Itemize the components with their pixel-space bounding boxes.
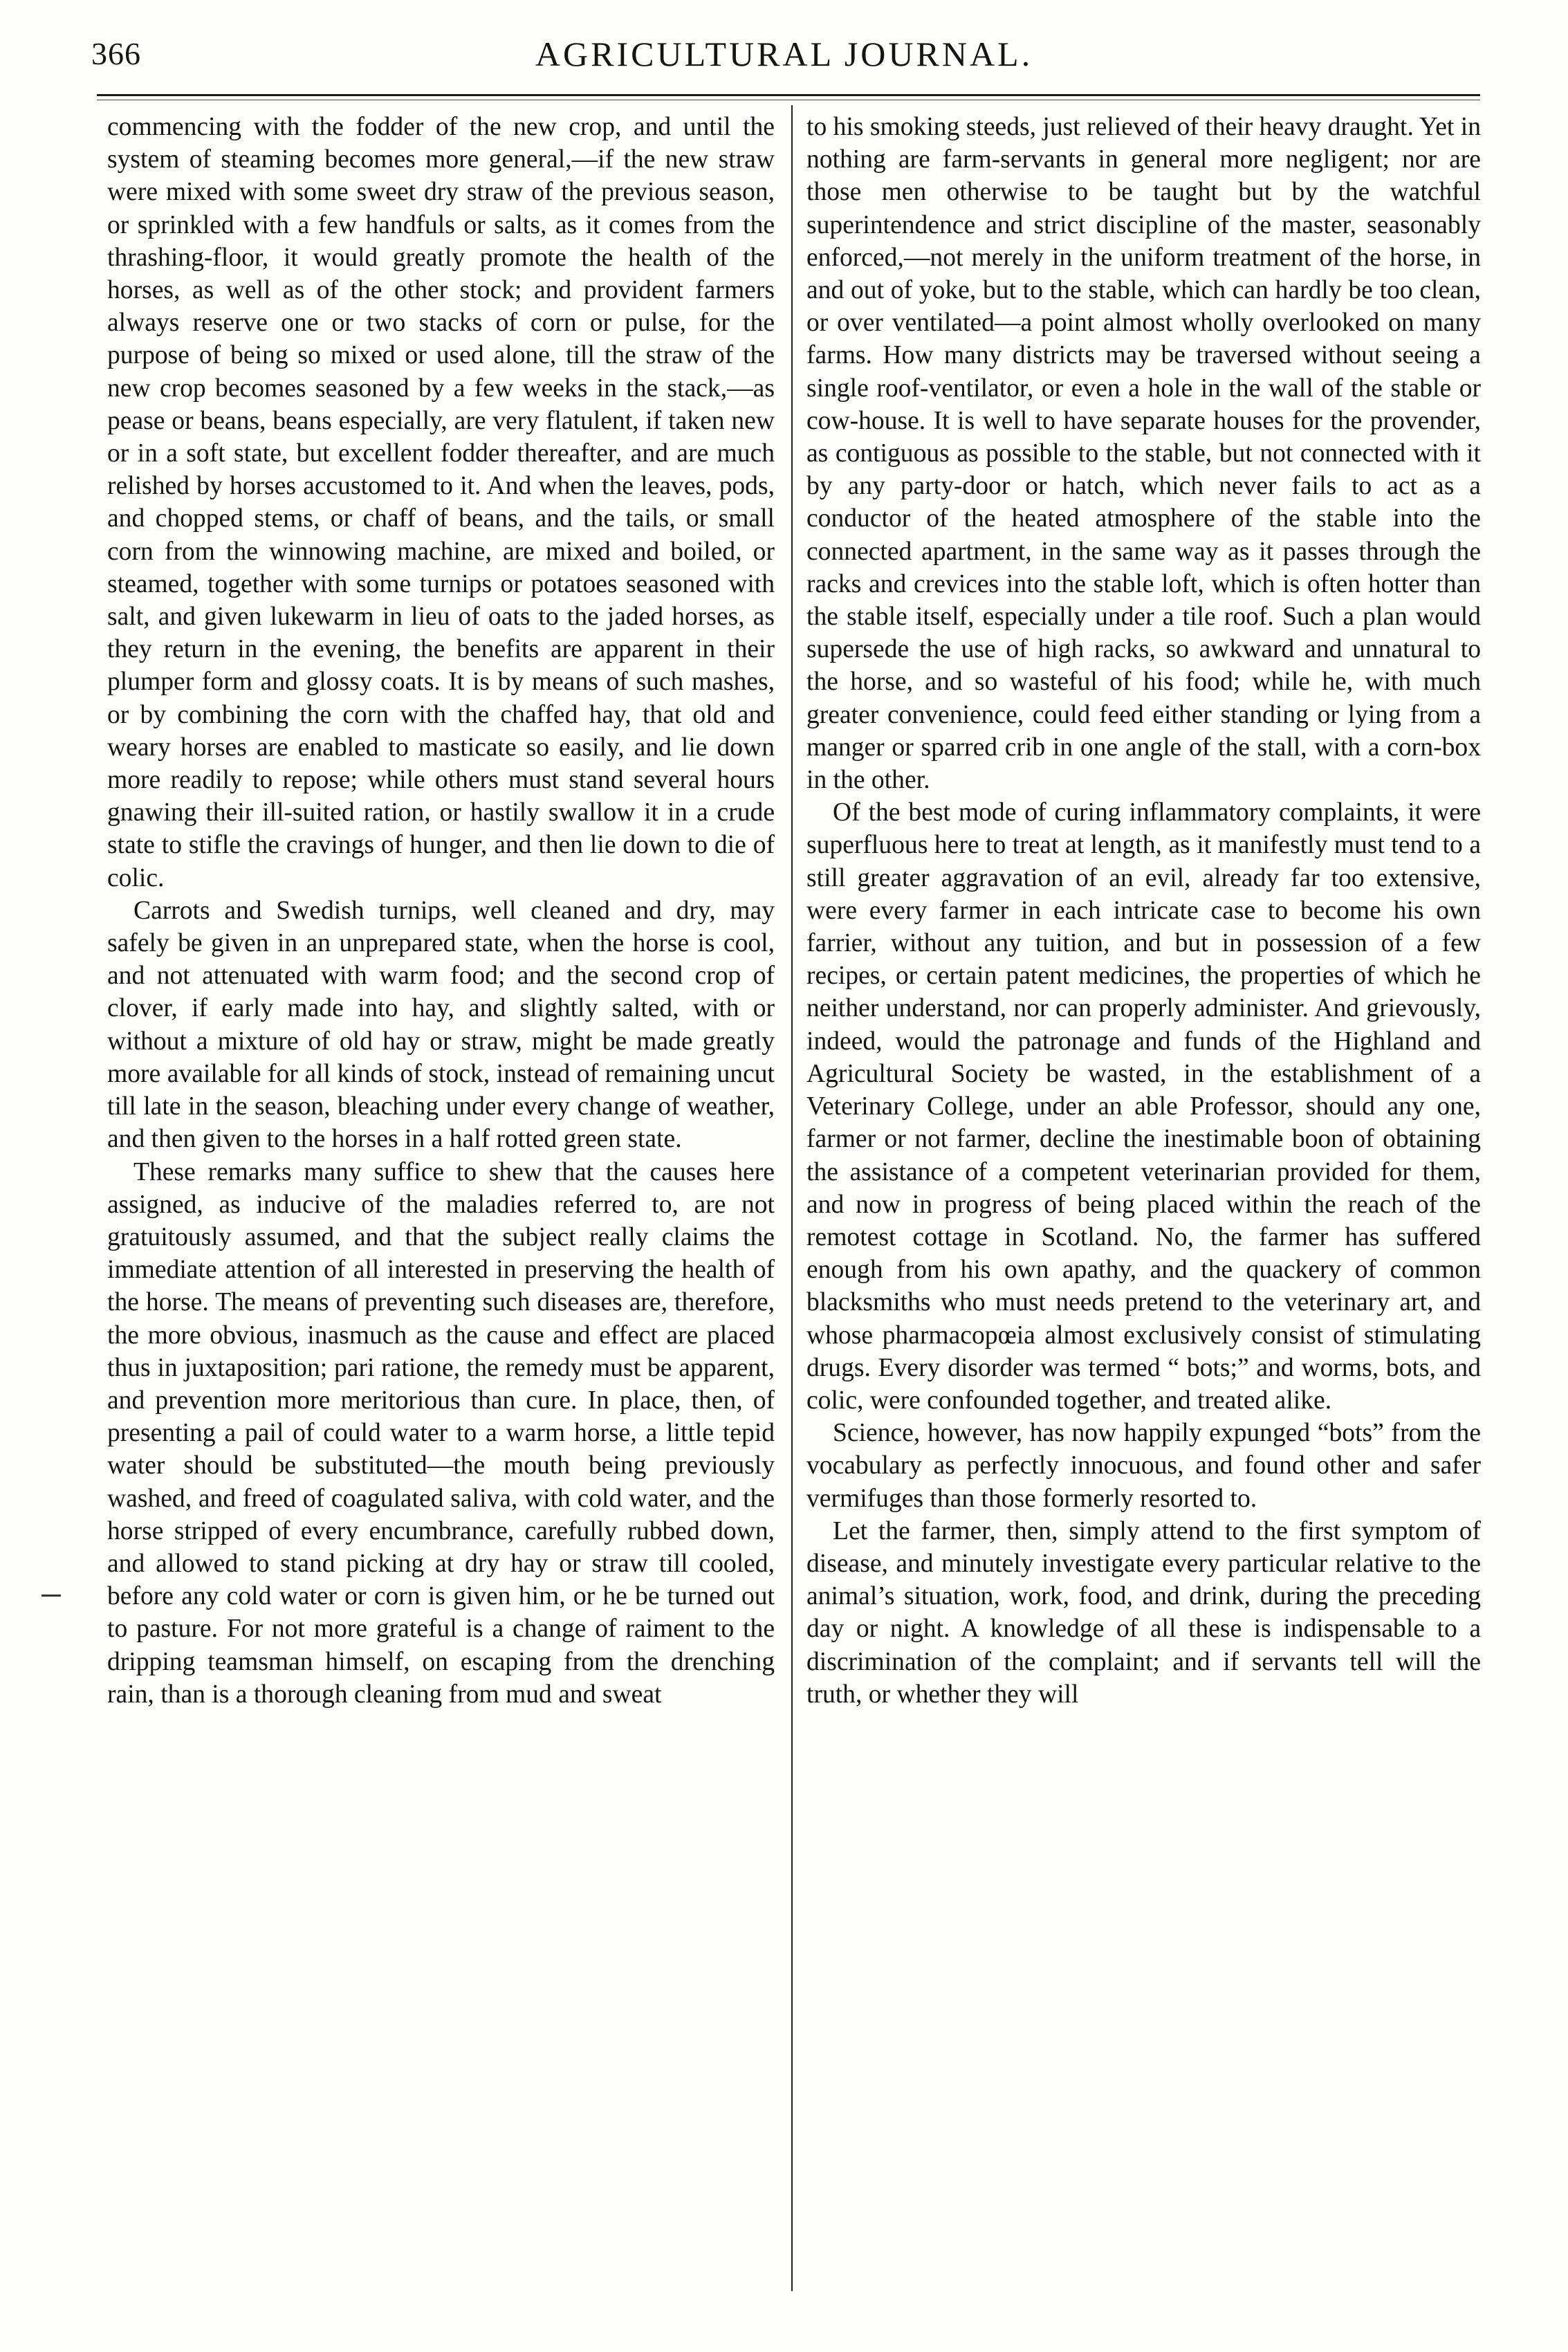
right-column — [806, 111, 1481, 2310]
paragraph: These remarks many suffice to shew that the causes here assigned, as inducive of the maladies referred to, are not gratuitously assumed, and that the subject really claims the immediate attention of all interested in preserving the health of the horse. The means of preventing such diseases are, therefore, the more obvious, inasmuch as the cause and effect are placed thus in juxtaposition; pari ratione, the remedy must be apparent, and prevention more meritorious than cure. In place, then, of presenting a pail of could water to a warm horse, a little tepid water should be substituted—the mouth being previously washed, and freed of coagulated saliva, with cold water, and the horse stripped of every encumbrance, carefully rubbed down, and allowed to stand picking at dry hay or straw till cooled, before any cold water or corn is given him, or he be turned out to pasture. For not more grateful is a change of raiment to the dripping teamsman himself, on escaping from the drenching rain, than is a thorough cleaning from mud and sweat — [107, 1157, 775, 1709]
header-rule — [97, 94, 1480, 96]
margin-mark — [41, 1595, 61, 1597]
left-column — [107, 111, 775, 2310]
paragraph: Carrots and Swedish turnips, well cleaned and dry, may safely be given in an unprepared state, when the horse is cool, and not attenuated with warm food; and the second crop of clover, if early made into hay, and slightly salted, with or without a mixture of old hay or straw, might be made greatly more available for all kinds of stock, instead of remaining uncut till late in the season, bleaching under every change of weather, and then given to the horses in a half rotted green state. — [107, 896, 775, 1154]
paragraph: Let the farmer, then, simply attend to the first symptom of disease, and minutely investigate every particular relative to the animal’s situation, work, food, and drink, during the preceding day or night. A knowledge of all these is indispensable to a discrimination of the complaint; and if servants tell will the truth, or whether they will — [806, 1516, 1481, 1709]
running-title: AGRICULTURAL JOURNAL. — [535, 35, 1033, 73]
column-divider — [791, 105, 793, 2291]
paragraph: commencing with the fodder of the new crop, and until the system of steaming becomes more general,—if the new straw were mixed with some sweet dry straw of the previous season, or sprinkled with a few handfuls or salts, as it comes from the thrashing-floor, it would greatly promote the health of the horses, as well as of the other stock; and provident farmers always reserve one or two stacks of corn or pulse, for the purpose of being so mixed or used alone, till the straw of the new crop becomes seasoned by a few weeks in the stack,—as pease or beans, beans especially, are very flatulent, if taken new or in a soft state, but excellent fodder thereafter, and are much relished by horses accustomed to it. And when the leaves, pods, and chopped stems, or chaff of beans, and the tails, or small corn from the winnowing machine, are mixed and boiled, or steamed, together with some turnips or potatoes seasoned with salt, and given lukewarm in lieu of oats to the jaded horses, as they return in the evening, the benefits are apparent in their plumper form and glossy coats. It is by means of such mashes, or by combining the corn with the chaffed hay, that old and weary horses are enabled to masticate so easily, and lie down more readily to repose; while others must stand several hours gnawing their ill-suited ration, or hastily swallow it in a crude state to stifle the cravings of hunger, and then lie down to die of colic. — [107, 113, 775, 892]
paragraph: to his smoking steeds, just relieved of their heavy draught. Yet in nothing are farm-servants in general more negligent; nor are those men otherwise to be taught but by the watchful superintendence and strict discipline of the master, seasonably enforced,—not merely in the uniform treatment of the horse, in and out of yoke, but to the stable, which can hardly be too clean, or over ventilated—a point almost wholly overlooked on many farms. How many districts may be traversed without seeing a single roof-ventilator, or even a hole in the wall of the stable or cow-house. It is well to have separate houses for the provender, as contiguous as possible to the stable, but not connected with it by any party-door or hatch, which never fails to act as a conductor of the heated atmosphere of the stable into the connected apartment, in the same way as it passes through the racks and crevices into the stable loft, which is often hotter than the stable itself, especially under a tile roof. Such a plan would supersede the use of high racks, so awkward and unnatural to the horse, and so wasteful of his food; while he, with much greater convenience, could feed either standing or lying from a manger or sparred crib in one angle of the stall, with a corn-box in the other. — [806, 113, 1481, 795]
page-number: 366 — [91, 36, 141, 71]
paragraph: Of the best mode of curing inflammatory complaints, it were superfluous here to treat at length, as it manifestly must tend to a still greater aggravation of an evil, already far too extensive, were every farmer in each intricate case to become his own farrier, without any tuition, and but in possession of a few recipes, or certain patent medicines, the properties of which he neither understand, nor can properly administer. And grievously, indeed, would the patronage and funds of the Highland and Agricultural Society be wasted, in the establishment of a Veterinary College, under an able Professor, should any one, farmer or not farmer, decline the inestimable boon of obtaining the assistance of a competent veterinarian provided for them, and now in progress of being placed within the reach of the remotest cottage in Scotland. No, the farmer has suffered enough from his own apathy, and the quackery of common blacksmiths who must needs pretend to the veterinary art, and whose pharmacopœia almost exclusively consist of stimulating drugs. Every disorder was termed “ bots;” and worms, bots, and colic, were confounded together, and treated alike. — [806, 798, 1481, 1415]
paragraph: Science, however, has now happily expunged “bots” from the vocabulary as perfectly innocuous, and found other and safer vermifuges than those formerly resorted to. — [806, 1419, 1481, 1513]
